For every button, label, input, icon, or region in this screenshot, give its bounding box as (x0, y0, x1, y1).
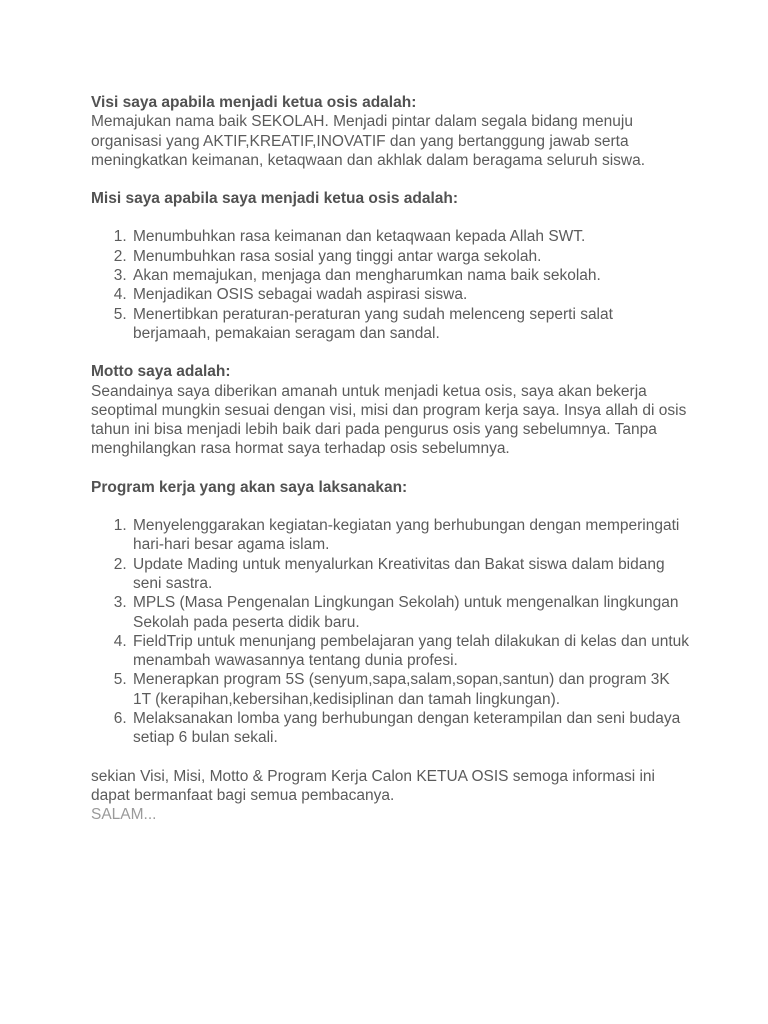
list-item: 2. Menumbuhkan rasa sosial yang tinggi antar warga sekolah. (131, 247, 691, 266)
list-item: 5. Menerapkan program 5S (senyum,sapa,salam,sopan,santun) dan program 3K 1T (kerapihan,kebersihan,kedisiplinan dan tamah lingkungan). (131, 670, 691, 709)
document-page (91, 93, 691, 825)
list-item: 3. Akan memajukan, menjaga dan mengharumkan nama baik sekolah. (131, 266, 691, 285)
motto-text: Seandainya saya diberikan amanah untuk menjadi ketua osis, saya akan bekerja seoptimal mungkin sesuai dengan visi, misi dan program kerja saya. Insya allah di osis tahun ini bisa menjadi lebih baik dari pada pengurus osis yang sebelumnya. Tanpa menghilangkan rasa hormat saya terhadap osis sebelumnya. (91, 382, 687, 458)
spacer (91, 497, 691, 516)
spacer (91, 748, 691, 767)
misi-list (91, 227, 691, 343)
list-item: 2. Update Mading untuk menyalurkan Kreativitas dan Bakat siswa dalam bidang seni sastra. (131, 555, 691, 594)
closing-text: sekian Visi, Misi, Motto & Program Kerja Calon KETUA OSIS semoga informasi ini dapat bermanfaat bagi semua pembacanya. (91, 767, 655, 804)
visi-heading: Visi saya apabila menjadi ketua osis adalah: (91, 94, 417, 111)
salam-text: SALAM... (91, 806, 157, 824)
list-item: 5. Menertibkan peraturan-peraturan yang sudah melenceng seperti salat berjamaah, pemakaian seragam dan sandal. (131, 305, 691, 344)
spacer (91, 208, 691, 227)
spacer (91, 343, 691, 362)
program-list (91, 516, 691, 748)
spacer (91, 170, 691, 189)
list-item: 4. FieldTrip untuk menunjang pembelajaran yang telah dilakukan di kelas dan untuk menambah wawasannya tentang dunia profesi. (131, 632, 691, 671)
program-heading: Program kerja yang akan saya laksanakan: (91, 478, 408, 496)
list-item: 4. Menjadikan OSIS sebagai wadah aspirasi siswa. (131, 285, 691, 304)
list-item: 1. Menyelenggarakan kegiatan-kegiatan yang berhubungan dengan memperingati hari-hari besar agama islam. (131, 516, 691, 555)
list-item: 6. Melaksanakan lomba yang berhubungan dengan keterampilan dan seni budaya setiap 6 bulan sekali. (131, 709, 691, 748)
misi-heading: Misi saya apabila saya menjadi ketua osis adalah: (91, 190, 459, 208)
visi-text: Memajukan nama baik SEKOLAH. Menjadi pintar dalam segala bidang menuju organisasi yang AKTIF,KREATIF,INOVATIF dan yang bertanggung jawab serta meningkatkan keimanan, ketaqwaan dan akhlak dalam beragama seluruh siswa. (91, 113, 646, 169)
list-item: 3. MPLS (Masa Pengenalan Lingkungan Sekolah) untuk mengenalkan lingkungan Sekolah pada peserta didik baru. (131, 593, 691, 632)
list-item: 1. Menumbuhkan rasa keimanan dan ketaqwaan kepada Allah SWT. (131, 227, 691, 246)
motto-heading: Motto saya adalah: (91, 363, 231, 381)
spacer (91, 459, 691, 478)
